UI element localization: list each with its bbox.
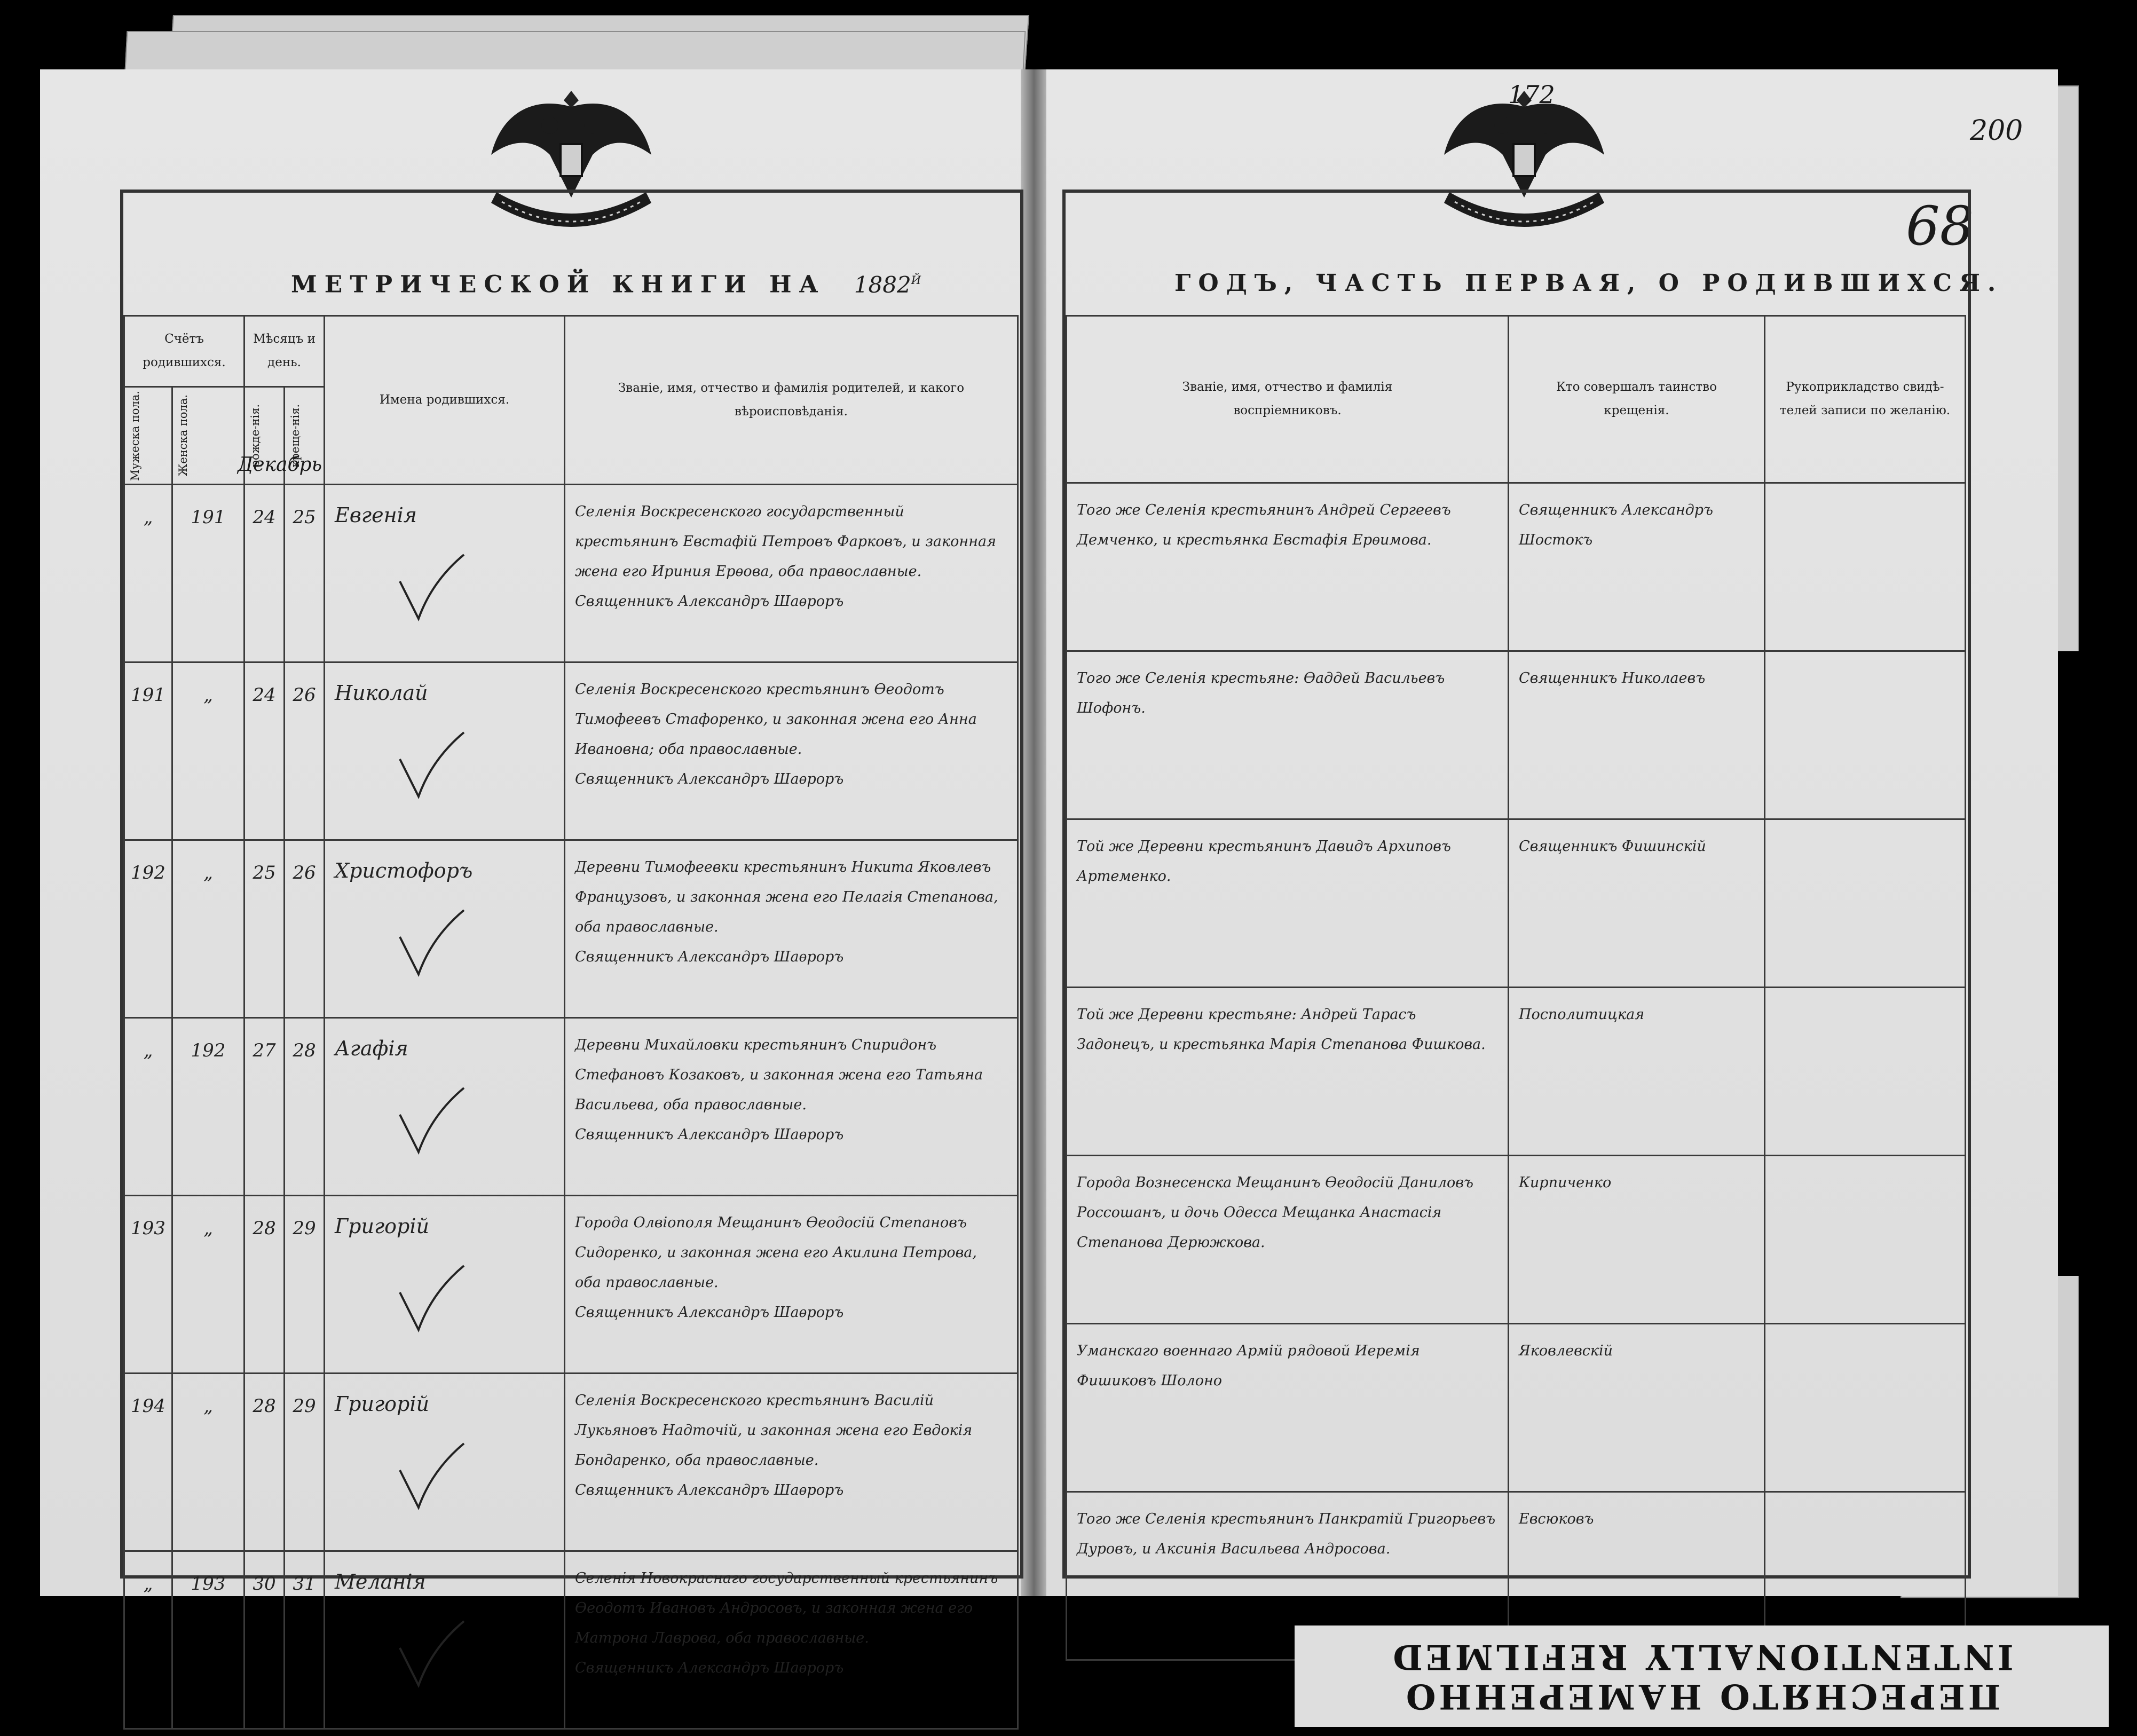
godparents-cell: Той же Деревни крестьяне: Андрей Тарасъ Задонецъ, и крестьянка Марія Степанова Фишкова. <box>1067 988 1509 1156</box>
col-header-priest <box>1509 316 1765 483</box>
child-name: Меланія <box>335 1570 426 1593</box>
parents-text: Селенія Воскресенского крестьянинъ Василій Лукьяновъ Надточій, и законная жена его Евдокія Бондаренко, оба православные. <box>575 1392 973 1469</box>
parents-cell <box>565 1551 1018 1729</box>
table-row <box>124 1374 1018 1551</box>
baptism-day-cell: 26 <box>285 662 325 840</box>
female-count-cell: „ <box>172 840 245 1018</box>
child-name: Агафія <box>335 1037 408 1060</box>
year-handwritten: 1882 <box>854 271 911 298</box>
parents-text: Деревни Тимофеевки крестьянинъ Никита Яковлевъ Французовъ, и законная жена его Пелагія Степанова, оба православные. <box>575 859 998 935</box>
baptism-day-cell: 29 <box>285 1374 325 1551</box>
female-count-cell: 192 <box>172 1018 245 1196</box>
parents-text: Селенія Воскресенского государственный крестьянинъ Евстафій Петровъ Фарковъ, и законная жена его Ириния Ерѳова, оба православные. <box>575 503 996 580</box>
parents-cell <box>565 1374 1018 1551</box>
child-name: Христофоръ <box>335 859 473 882</box>
table-row <box>1067 1324 1966 1492</box>
godparents-header-line1: Званіе, имя, отчество и фамилія <box>1182 380 1393 394</box>
priest-signature: Священникъ Александръ Шаѳроръ <box>575 1304 844 1321</box>
godparents-cell: Того же Селенія крестьянинъ Андрей Сергеевъ Демченко, и крестьянка Евстафія Ерѳимова. <box>1067 483 1509 651</box>
signature-cell <box>1765 988 1966 1156</box>
check-mark-icon <box>395 1616 469 1691</box>
male-count-cell: „ <box>124 1018 172 1196</box>
female-count-cell: „ <box>172 1196 245 1374</box>
male-count-cell: „ <box>124 1551 172 1729</box>
table-row <box>124 485 1018 662</box>
check-mark-icon <box>395 1438 469 1513</box>
col-header-count: Счётъ родившихся. <box>124 316 245 387</box>
priest-signature: Священникъ Александръ Шаѳроръ <box>575 1126 844 1143</box>
table-row <box>124 1551 1018 1729</box>
table-row <box>1067 988 1966 1156</box>
male-count-cell: 192 <box>124 840 172 1018</box>
child-name-cell <box>325 840 565 1018</box>
page-number-mark: 68 <box>1906 195 1974 257</box>
priest-signature: Священникъ Александръ Шаѳроръ <box>575 1660 844 1676</box>
signature-cell <box>1765 651 1966 819</box>
birth-day-cell: 24 <box>245 662 285 840</box>
book-gutter <box>1021 69 1047 1596</box>
refilmed-stamp <box>1295 1625 2109 1727</box>
godparents-cell: Того же Селенія крестьяне: Ѳаддей Васильевъ Шофонъ. <box>1067 651 1509 819</box>
female-count-cell: „ <box>172 662 245 840</box>
female-count-cell: „ <box>172 1374 245 1551</box>
priest-cell: Евсюковъ <box>1509 1492 1765 1660</box>
child-name-cell <box>325 662 565 840</box>
priest-cell: Посполитицкая <box>1509 988 1765 1156</box>
parents-cell <box>565 1196 1018 1374</box>
priest-signature: Священникъ Александръ Шаѳроръ <box>575 593 844 610</box>
check-mark-icon <box>395 1260 469 1335</box>
table-row <box>1067 819 1966 988</box>
right-tab-shadow <box>2058 651 2137 1276</box>
child-name: Григорій <box>335 1214 430 1238</box>
child-name: Евгенія <box>335 503 417 527</box>
priest-signature: Священникъ Александръ Шаѳроръ <box>575 949 844 965</box>
child-name-cell <box>325 1551 565 1729</box>
parents-text: Деревни Михайловки крестьянинъ Спиридонъ Стефановъ Козаковъ, и законная жена его Татьяна Васильева, оба православные. <box>575 1037 983 1113</box>
parents-cell <box>565 485 1018 662</box>
birth-day-cell: 24 <box>245 485 285 662</box>
godparents-cell: Уманскаго военнаго Армій рядовой Иеремія Фишиковъ Шолоно <box>1067 1324 1509 1492</box>
right-register-table <box>1066 315 1966 1661</box>
col-header-female <box>172 387 245 485</box>
table-row <box>124 662 1018 840</box>
signature-header-line1: Рукоприкладство свидѣ- <box>1786 380 1944 394</box>
child-name-cell <box>325 485 565 662</box>
table-row <box>1067 1156 1966 1324</box>
male-count-cell: „ <box>124 485 172 662</box>
signature-cell <box>1765 1156 1966 1324</box>
child-name-cell <box>325 1196 565 1374</box>
child-name: Григорій <box>335 1392 430 1416</box>
female-count-cell: 191 <box>172 485 245 662</box>
signature-cell <box>1765 819 1966 988</box>
stamp-line-english: INTENTIONALLY REFILMED <box>1390 1637 2014 1677</box>
female-count-cell: 193 <box>172 1551 245 1729</box>
baptism-day-cell: 31 <box>285 1551 325 1729</box>
parents-cell <box>565 840 1018 1018</box>
left-tab-shadow <box>0 641 40 1228</box>
priest-cell: Яковлевскій <box>1509 1324 1765 1492</box>
parents-header-line1: Званіе, имя, отчество и фамилія родителей, и какого <box>618 381 965 395</box>
parents-text: Селенія Воскресенского крестьянинъ Ѳеодотъ Тимофеевъ Стафоренко, и законная жена его Анна Ивановна; оба православные. <box>575 681 977 757</box>
parents-cell <box>565 1018 1018 1196</box>
child-name-cell <box>325 1374 565 1551</box>
folio-number: 172 <box>1508 80 1555 109</box>
priest-cell: Кирпиченко <box>1509 1156 1765 1324</box>
godparents-cell: Того же Селенія крестьянинъ Панкратій Григорьевъ Дуровъ, и Аксинія Васильева Андросова. <box>1067 1492 1509 1660</box>
priest-cell: Священникъ Фишинскій <box>1509 819 1765 988</box>
left-page-title: МЕТРИЧЕСКОЙ КНИГИ НА $1882^й$ <box>291 270 921 298</box>
check-mark-icon <box>395 727 469 802</box>
stamp-line-russian: ПЕРЕСНЯТО НАМЕРЕННО <box>1402 1676 2001 1716</box>
priest-cell: Священникъ Николаевъ <box>1509 651 1765 819</box>
check-mark-icon <box>395 905 469 980</box>
child-name: Николай <box>335 681 428 705</box>
birth-day-cell: 28 <box>245 1196 285 1374</box>
baptism-day-cell: 28 <box>285 1018 325 1196</box>
col-header-godparents <box>1067 316 1509 483</box>
signature-header-line2: телей записи по желанію. <box>1779 404 1951 417</box>
signature-cell <box>1765 1324 1966 1492</box>
child-name-cell <box>325 1018 565 1196</box>
right-page-title: ГОДЪ, ЧАСТЬ ПЕРВАЯ, О РОДИВШИХСЯ. <box>1174 270 2004 297</box>
birth-day-cell: 25 <box>245 840 285 1018</box>
check-mark-icon <box>395 549 469 624</box>
table-row <box>124 840 1018 1018</box>
godparents-header-line2: воспріемниковъ. <box>1233 404 1342 417</box>
birth-day-cell: 27 <box>245 1018 285 1196</box>
priest-cell: Священникъ Александръ Шостокъ <box>1509 483 1765 651</box>
male-count-cell: 191 <box>124 662 172 840</box>
col-header-names: Имена родившихся. <box>325 316 565 485</box>
priest-signature: Священникъ Александръ Шаѳроръ <box>575 1482 844 1498</box>
table-row <box>1067 651 1966 819</box>
signature-cell <box>1765 483 1966 651</box>
table-row <box>124 1018 1018 1196</box>
col-header-month-day: Мѣсяцъ и день. <box>245 316 325 387</box>
baptized-header-text: креще-нія. <box>289 404 302 468</box>
male-count-cell: 194 <box>124 1374 172 1551</box>
col-header-parents <box>565 316 1018 485</box>
col-header-male <box>124 387 172 485</box>
male-count-cell: 193 <box>124 1196 172 1374</box>
year-suffix: й <box>911 270 921 288</box>
parents-text: Города Олвіополя Мещанинъ Ѳеодосій Степановъ Сидоренко, и законная жена его Акилина Петрова, оба православные. <box>575 1214 977 1291</box>
birth-day-cell: 30 <box>245 1551 285 1729</box>
birth-day-cell: 28 <box>245 1374 285 1551</box>
baptism-day-cell: 25 <box>285 485 325 662</box>
table-row <box>1067 483 1966 651</box>
priest-signature: Священникъ Александръ Шаѳроръ <box>575 771 844 787</box>
parents-text: Селенія Новокраснаго государственный крестьянинъ Ѳеодотъ Ивановъ Андросовъ, и законная жена его Матрона Лаврова, оба православные. <box>575 1570 998 1646</box>
baptism-day-cell: 29 <box>285 1196 325 1374</box>
check-mark-icon <box>395 1083 469 1157</box>
priest-header-line2: крещенія. <box>1604 404 1669 417</box>
priest-header-line1: Кто совершалъ таинство <box>1556 380 1717 394</box>
parents-cell <box>565 662 1018 840</box>
month-label: Декабрь <box>238 454 322 476</box>
female-header-text: Женска пола. <box>177 394 190 477</box>
born-header-text: рожде-нія. <box>249 404 262 468</box>
godparents-cell: Города Вознесенска Мещанинъ Ѳеодосій Даниловъ Россошанъ, и дочь Одесса Мещанка Анастасія Степанова Дерюжкова. <box>1067 1156 1509 1324</box>
col-header-signatures <box>1765 316 1966 483</box>
godparents-cell: Той же Деревни крестьянинъ Давидъ Архиповъ Артеменко. <box>1067 819 1509 988</box>
archive-number: 200 <box>1970 115 2023 147</box>
table-row <box>124 1196 1018 1374</box>
male-header-text: Мужеска пола. <box>129 390 141 481</box>
left-register-table <box>123 315 1019 1730</box>
parents-header-line2: вѣроисповѣданія. <box>735 404 848 419</box>
baptism-day-cell: 26 <box>285 840 325 1018</box>
